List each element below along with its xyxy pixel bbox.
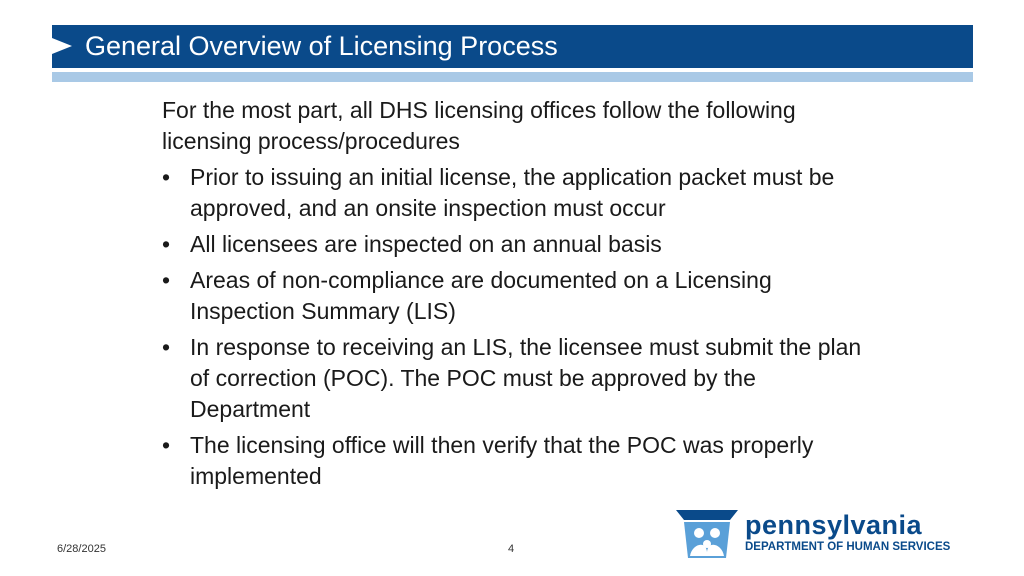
bullet-icon: •	[162, 231, 171, 257]
bullet-item	[162, 162, 862, 224]
bullet-item	[162, 430, 862, 492]
pa-dhs-logo	[672, 508, 974, 560]
bullet-text: All licensees are inspected on an annual basis	[190, 231, 662, 257]
keystone-icon	[672, 508, 742, 560]
bullet-text: Prior to issuing an initial license, the application packet must be approved, and an onsite inspection must occur	[190, 164, 835, 221]
bullet-list	[162, 162, 862, 492]
bullet-icon: •	[162, 267, 171, 293]
intro-text: For the most part, all DHS licensing offices follow the following licensing process/procedures	[162, 97, 796, 154]
slide-body	[162, 95, 862, 497]
footer-date: 6/28/2025	[57, 543, 106, 555]
bullet-icon: •	[162, 432, 171, 458]
bullet-text: In response to receiving an LIS, the licensee must submit the plan of correction (POC). The POC must be approved by the Department	[190, 334, 862, 422]
logo-wordmark: pennsylvania	[745, 510, 923, 540]
bullet-item	[162, 332, 862, 425]
page-number: 4	[508, 543, 515, 555]
slide-title: General Overview of Licensing Process	[85, 31, 558, 61]
bullet-icon: •	[162, 164, 171, 190]
logo-subtitle: DEPARTMENT OF HUMAN SERVICES	[745, 541, 951, 553]
bullet-item	[162, 229, 862, 260]
title-divider	[52, 72, 973, 82]
bullet-text: The licensing office will then verify that the POC was properly implemented	[190, 432, 814, 489]
arrow-icon	[52, 38, 72, 54]
title-bar	[52, 25, 973, 68]
bullet-icon: •	[162, 334, 171, 360]
bullet-item	[162, 265, 862, 327]
bullet-text: Areas of non-compliance are documented on a Licensing Inspection Summary (LIS)	[190, 267, 772, 324]
